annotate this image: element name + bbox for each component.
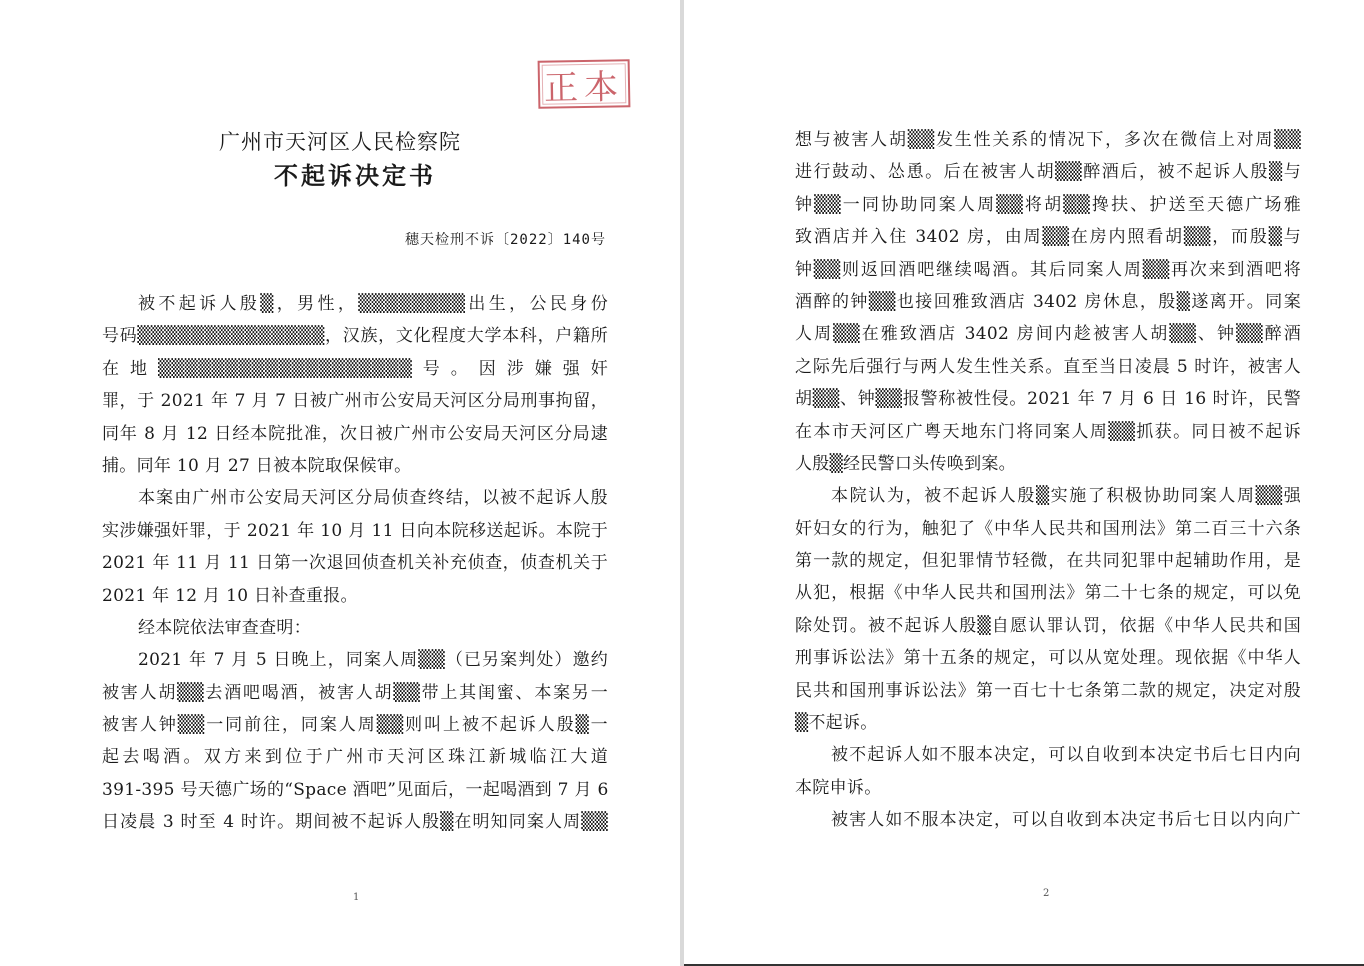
document-number: 穗天检刑不诉〔2022〕140号 bbox=[404, 232, 606, 248]
document-page-1 bbox=[0, 0, 680, 966]
text-line: 号码▒▒▒▒▒▒▒▒▒▒▒▒▒▒，汉族，文化程度大学本科，户籍所 bbox=[102, 326, 608, 347]
text-line: 胡▒▒、钟▒▒报警称被性侵。2021 年 7 月 6 日 16 时许，民警 bbox=[795, 389, 1301, 410]
text-line: 人殷▒经民警口头传唤到案。 bbox=[795, 453, 1016, 474]
text-line: 致酒店并入住 3402 房，由周▒▒在房内照看胡▒▒，而殷▒与 bbox=[795, 227, 1301, 248]
original-copy-seal: 正本 bbox=[538, 59, 631, 109]
text-line: 除处罚。被不起诉人殷▒自愿认罪认罚，依据《中华人民共和国 bbox=[795, 615, 1301, 636]
text-line: 被害人如不服本决定，可以自收到本决定书后七日以内向广 bbox=[831, 810, 1301, 831]
text-line: 在本市天河区广粤天地东门将同案人周▒▒抓获。同日被不起诉 bbox=[795, 421, 1301, 442]
text-line: 391-395 号天德广场的“Space 酒吧”见面后，一起喝酒到 7 月 6 bbox=[102, 779, 609, 800]
page-number: 1 bbox=[353, 892, 360, 903]
text-line: 本案由广州市公安局天河区分局侦查终结，以被不起诉人殷 bbox=[138, 488, 608, 509]
text-line: 2021 年 7 月 5 日晚上，同案人周▒▒（已另案判处）邀约 bbox=[138, 650, 608, 671]
document-title: 不起诉决定书 bbox=[274, 162, 436, 190]
text-line: 起去喝酒。双方来到位于广州市天河区珠江新城临江大道 bbox=[102, 747, 608, 768]
text-line: 从犯，根据《中华人民共和国刑法》第二十七条的规定，可以免 bbox=[795, 583, 1301, 604]
text-line: 第一款的规定，但犯罪情节轻微，在共同犯罪中起辅助作用，是 bbox=[795, 551, 1301, 572]
text-line: 被不起诉人殷▒，男性，▒▒▒▒▒▒▒▒出生，公民身份 bbox=[138, 294, 608, 314]
document-page-2 bbox=[684, 0, 1364, 966]
text-line: 罪，于 2021 年 7 月 7 日被广州市公安局天河区分局刑事拘留， bbox=[102, 391, 608, 412]
text-line: 进行鼓动、怂恿。后在被害人胡▒▒醉酒后，被不起诉人殷▒与 bbox=[795, 162, 1301, 183]
text-line: 之际先后强行与两人发生性关系。直至当日凌晨 5 时许，被害人 bbox=[795, 356, 1301, 377]
text-line: 2021 年 12 月 10 日补查重报。 bbox=[102, 585, 358, 606]
text-line: 2021 年 11 月 11 日第一次退回侦查机关补充侦查，侦查机关于 bbox=[102, 553, 608, 574]
text-line: 人周▒▒在雅致酒店 3402 房间内趁被害人胡▒▒、钟▒▒醉酒 bbox=[795, 324, 1301, 345]
text-line: 同年 8 月 12 日经本院批准，次日被广州市公安局天河区分局逮 bbox=[102, 423, 608, 444]
text-line: 本院申诉。 bbox=[795, 777, 882, 798]
text-line: 捕。同年 10 月 27 日被本院取保候审。 bbox=[102, 455, 412, 476]
text-line: 钟▒▒则返回酒吧继续喝酒。其后同案人周▒▒再次来到酒吧将 bbox=[795, 259, 1301, 280]
text-line: 奸妇女的行为，触犯了《中华人民共和国刑法》第二百三十六条 bbox=[795, 518, 1301, 539]
page2-body bbox=[795, 124, 1301, 837]
text-line: 被害人钟▒▒一同前往，同案人周▒▒则叫上被不起诉人殷▒一 bbox=[102, 715, 608, 736]
text-line: 本院认为，被不起诉人殷▒实施了积极协助同案人周▒▒强 bbox=[831, 486, 1301, 507]
page-number: 2 bbox=[1043, 888, 1050, 899]
procuratorate-name: 广州市天河区人民检察院 bbox=[219, 130, 461, 154]
text-line: 想与被害人胡▒▒发生性关系的情况下，多次在微信上对周▒▒ bbox=[795, 130, 1301, 150]
text-line: 日凌晨 3 时至 4 时许。期间被不起诉人殷▒在明知同案人周▒▒ bbox=[102, 812, 608, 833]
text-line: 钟▒▒一同协助同案人周▒▒将胡▒▒搀扶、护送至天德广场雅 bbox=[795, 194, 1301, 215]
text-line: 被害人胡▒▒去酒吧喝酒，被害人胡▒▒带上其闺蜜、本案另一 bbox=[102, 682, 608, 703]
page1-body bbox=[102, 288, 608, 839]
text-line: 民共和国刑事诉讼法》第一百七十七条第二款的规定，决定对殷 bbox=[795, 680, 1301, 701]
text-line: 在地▒▒▒▒▒▒▒▒▒▒▒▒▒▒▒▒▒▒▒号。因涉嫌强奸 bbox=[102, 358, 608, 379]
text-line: ▒不起诉。 bbox=[795, 713, 878, 734]
text-line: 经本院依法审查查明： bbox=[138, 617, 311, 638]
text-line: 刑事诉讼法》第十五条的规定，可以从宽处理。现依据《中华人 bbox=[795, 648, 1301, 669]
text-line: 被不起诉人如不服本决定，可以自收到本决定书后七日内向 bbox=[831, 745, 1301, 766]
text-line: 实涉嫌强奸罪，于 2021 年 10 月 11 日向本院移送起诉。本院于 bbox=[102, 520, 608, 541]
text-line: 酒醉的钟▒▒也接回雅致酒店 3402 房休息，殷▒遂离开。同案 bbox=[795, 291, 1301, 312]
